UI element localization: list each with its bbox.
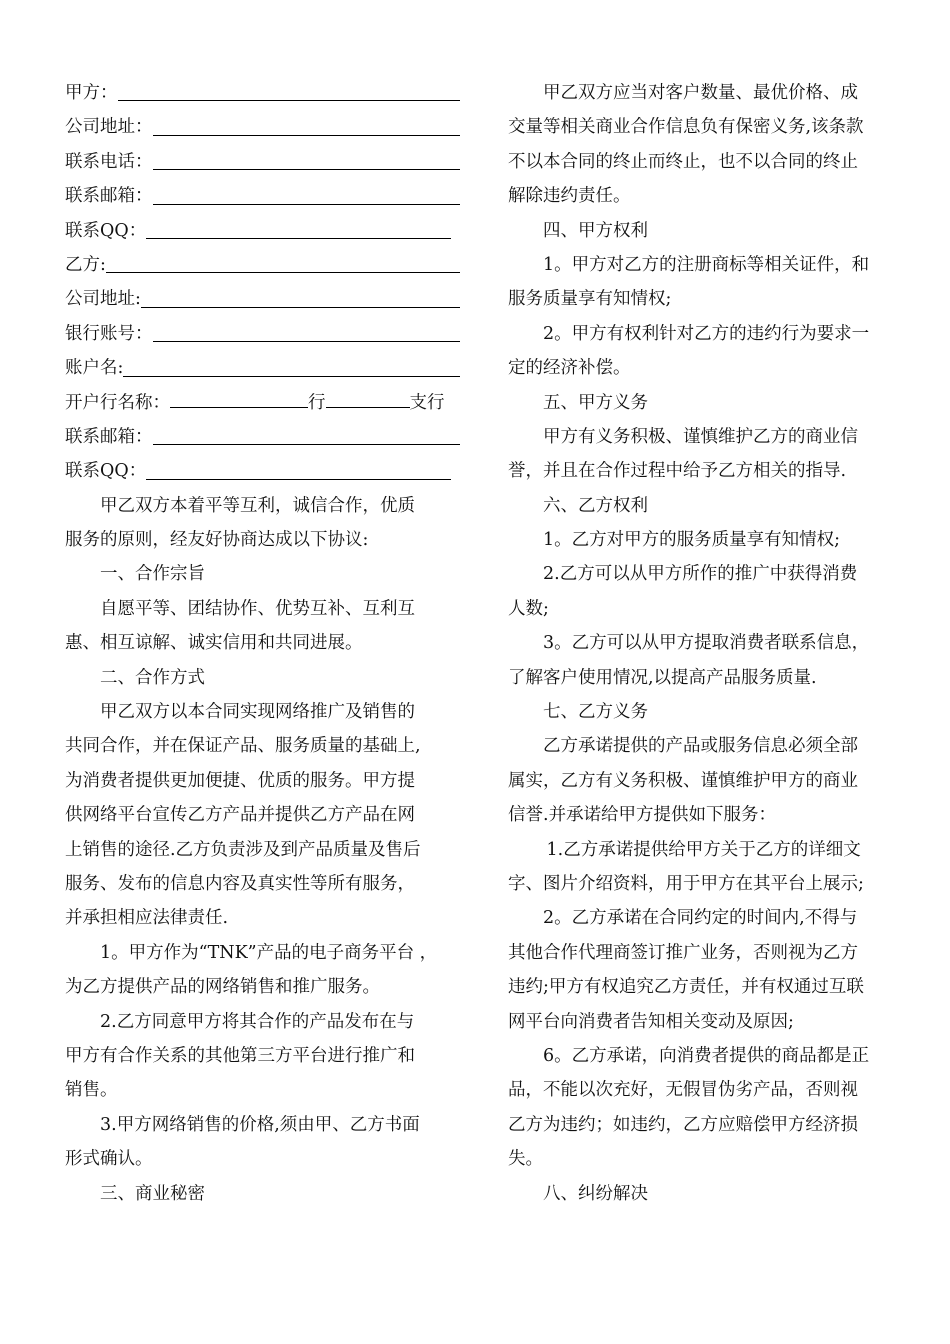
party-a-blank [118, 99, 461, 101]
section-heading: 八、纠纷解决 [543, 1183, 648, 1204]
text-line: 3。乙方可以从甲方提取消费者联系信息， [543, 633, 870, 654]
text-line: 1.乙方承诺提供给甲方关于乙方的详细文 [546, 839, 861, 860]
text-line: 6。乙方承诺，向消费者提供的商品都是正 [543, 1045, 870, 1066]
text-line: 上销售的途径.乙方负责涉及到产品质量及售后 [65, 839, 421, 860]
text-line: 品，不能以次充好，无假冒伪劣产品，否则视 [508, 1080, 858, 1101]
party-a-qq-label: 联系QQ： [65, 220, 147, 241]
text-line: 甲方有合作关系的其他第三方平台进行推广和 [65, 1045, 415, 1066]
text-line: 其他合作代理商签订推广业务，否则视为乙方 [508, 942, 858, 963]
text-line: 为乙方提供产品的网络销售和推广服务。 [65, 977, 380, 998]
party-a-email-field [65, 179, 460, 213]
party-a-label: 甲方： [65, 82, 118, 103]
text-line: 1。甲方作为“TNK”产品的电子商务平台 ， [100, 942, 438, 963]
text-line: 自愿平等、团结协作、优势互补、互利互 [100, 598, 415, 619]
party-b-email-field [65, 420, 460, 454]
text-line: 形式确认。 [65, 1149, 153, 1170]
party-a-address-blank [153, 134, 461, 136]
section-heading: 四、甲方权利 [543, 220, 648, 241]
text-line: 不以本合同的终止而终止，也不以合同的终止 [508, 151, 858, 172]
party-b-address-label: 公司地址: [65, 289, 141, 310]
text-line: 了解客户使用情况,以提高产品服务质量. [508, 667, 817, 688]
party-a-email-blank [153, 203, 461, 205]
party-b-bank-name-label: 开户行名称： [65, 392, 170, 413]
text-line: 服务、发布的信息内容及真实性等所有服务， [65, 873, 415, 894]
text-line: 甲乙双方以本合同实现网络推广及销售的 [100, 702, 415, 723]
party-b-address-field [65, 282, 460, 316]
text-line: 定的经济补偿。 [508, 358, 631, 379]
text-line: 乙方为违约；如违约，乙方应赔偿甲方经济损 [508, 1114, 858, 1135]
bank-name-blank [170, 406, 308, 408]
text-line: 惠、相互谅解、诚实信用和共同进展。 [65, 633, 363, 654]
party-a-qq-field [65, 214, 460, 248]
text-line: 共同合作，并在保证产品、服务质量的基础上, [65, 736, 421, 757]
section-heading: 六、乙方权利 [543, 495, 648, 516]
party-b-qq-label: 联系QQ： [65, 461, 147, 482]
text-line: 并承担相应法律责任. [65, 908, 229, 929]
text-line: 人数; [508, 598, 549, 619]
text-line: 2。甲方有权利针对乙方的违约行为要求一 [543, 323, 870, 344]
section-heading: 一、合作宗旨 [100, 564, 205, 585]
party-b-qq-field [65, 454, 460, 488]
section-heading: 七、乙方义务 [543, 702, 648, 723]
party-a-email-label: 联系邮箱： [65, 186, 153, 207]
text-line: 为消费者提供更加便捷、优质的服务。甲方提 [65, 770, 415, 791]
party-b-email-blank [153, 443, 461, 445]
text-line: 属实，乙方有义务积极、谨慎维护甲方的商业 [508, 770, 858, 791]
text-line: 甲乙双方应当对客户数量、最优价格、成 [543, 83, 858, 103]
party-b-bank-account-blank [153, 340, 461, 342]
text-line: 誉，并且在合作过程中给予乙方相关的指导. [508, 461, 847, 482]
party-a-phone-label: 联系电话： [65, 151, 153, 172]
text-line: 2.乙方可以从甲方所作的推广中获得消费 [543, 564, 858, 585]
section-heading: 五、甲方义务 [543, 392, 648, 413]
section-heading: 二、合作方式 [100, 667, 205, 688]
section-heading: 三、商业秘密 [100, 1183, 205, 1204]
party-b-account-name-blank [123, 375, 460, 377]
text-line: 信誉.并承诺给甲方提供如下服务： [508, 805, 777, 826]
party-b-account-name-label: 账户名: [65, 358, 124, 379]
text-line: 违约;甲方有权追究乙方责任，并有权通过互联 [508, 977, 864, 998]
party-b-address-blank [141, 306, 460, 308]
text-line: 甲方有义务积极、谨慎维护乙方的商业信 [543, 426, 858, 447]
branch-suffix: 支行 [409, 392, 445, 413]
text-line: 服务的原则，经友好协商达成以下协议: [65, 530, 369, 551]
party-b-bank-account-field [65, 317, 460, 351]
text-line: 乙方承诺提供的产品或服务信息必须全部 [543, 736, 858, 757]
party-a-qq-blank [146, 237, 451, 239]
party-a-phone-blank [153, 168, 461, 170]
text-line: 解除违约责任。 [508, 186, 631, 207]
text-line: 甲乙双方本着平等互利，诚信合作，优质 [100, 495, 415, 516]
text-line: 1。乙方对甲方的服务质量享有知情权; [543, 530, 841, 551]
right-column [508, 76, 900, 1211]
text-line: 供网络平台宣传乙方产品并提供乙方产品在网 [65, 805, 415, 826]
bank-suffix: 行 [308, 392, 326, 413]
party-b-account-name-field [65, 351, 460, 385]
party-a-address-label: 公司地址： [65, 117, 153, 138]
party-b-email-label: 联系邮箱： [65, 426, 153, 447]
text-line: 服务质量享有知情权; [508, 289, 672, 310]
party-b-label: 乙方: [65, 254, 106, 275]
party-a-address-field [65, 110, 460, 144]
text-line: 字、图片介绍资料，用于甲方在其平台上展示; [508, 873, 864, 894]
party-b-bank-account-label: 银行账号： [65, 323, 153, 344]
text-line: 失。 [508, 1149, 543, 1170]
text-line: 1。甲方对乙方的注册商标等相关证件，和 [543, 254, 870, 275]
party-b-blank [106, 271, 460, 273]
party-b-bank-name-field [65, 386, 460, 420]
text-line: 2.乙方同意甲方将其合作的产品发布在与 [100, 1011, 415, 1032]
left-column [65, 76, 460, 1211]
text-line: 2。乙方承诺在合同约定的时间内,不得与 [543, 908, 858, 929]
party-a-phone-field [65, 145, 460, 179]
party-a-field [65, 76, 460, 110]
branch-name-blank [326, 406, 410, 408]
text-line: 网平台向消费者告知相关变动及原因; [508, 1011, 794, 1032]
party-b-qq-blank [146, 478, 451, 480]
text-line: 销售。 [65, 1080, 118, 1101]
text-line: 交量等相关商业合作信息负有保密义务,该条款 [508, 117, 864, 138]
party-b-field [65, 248, 460, 282]
text-line: 3.甲方网络销售的价格,须由甲、乙方书面 [100, 1114, 420, 1135]
